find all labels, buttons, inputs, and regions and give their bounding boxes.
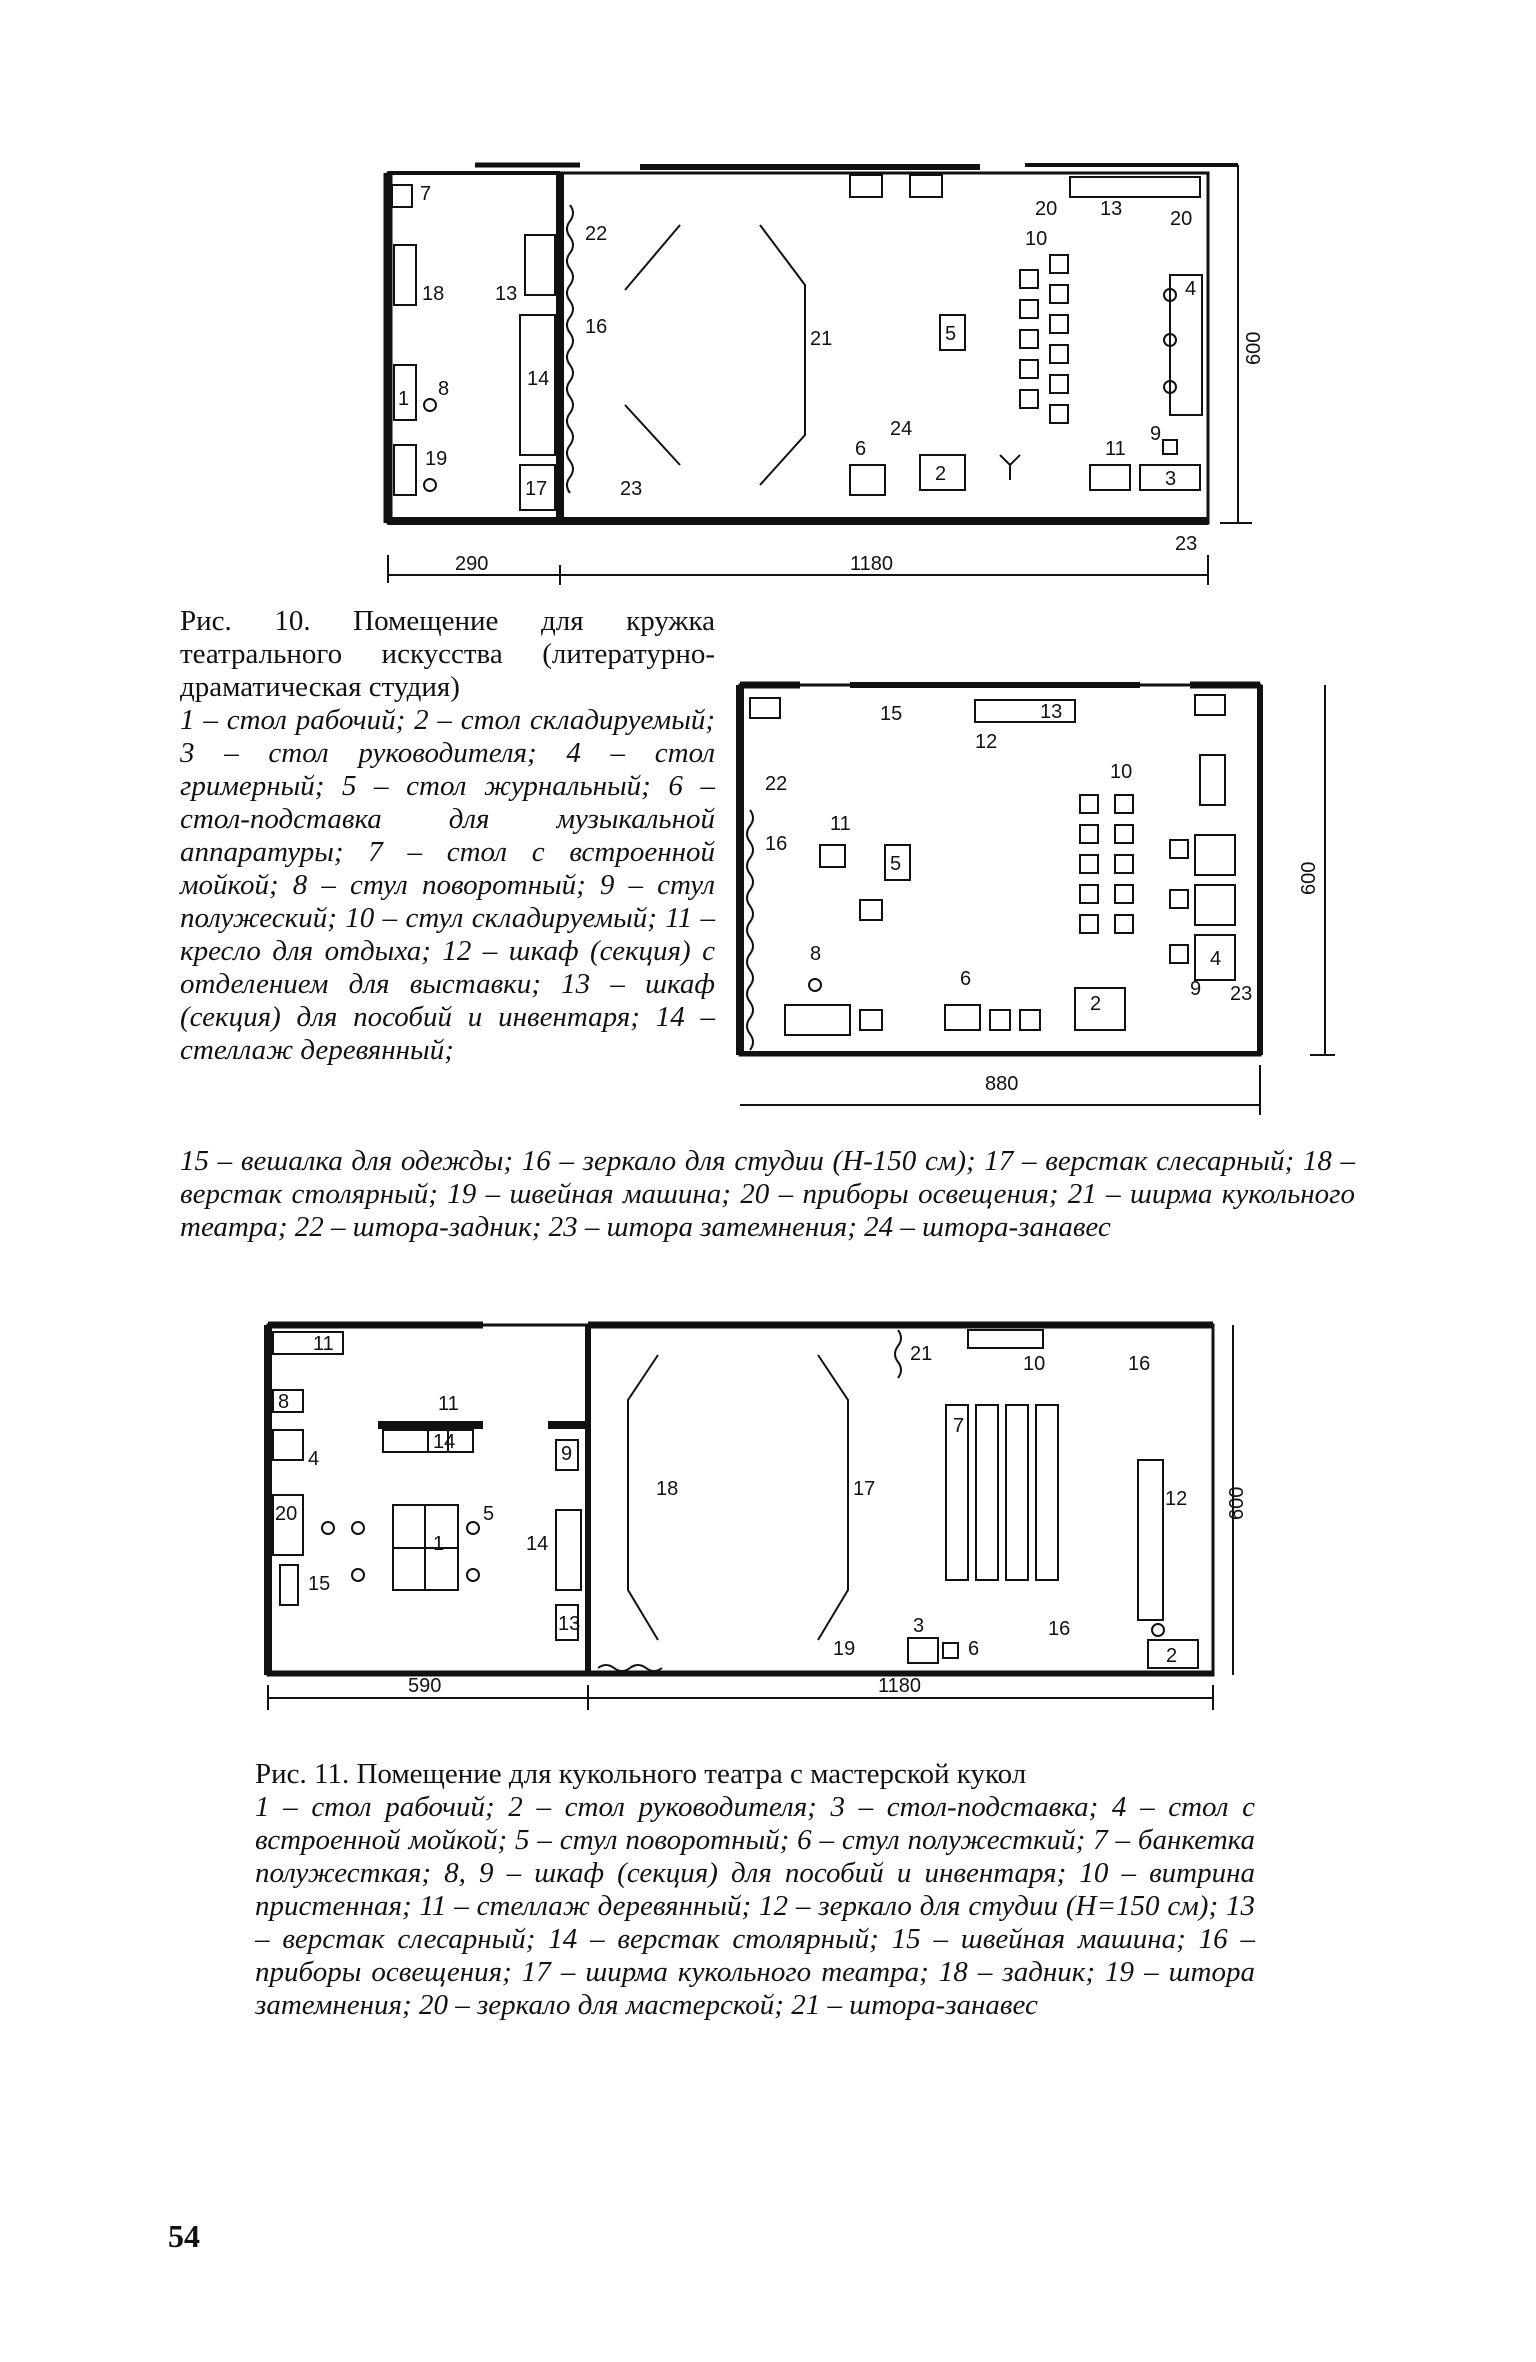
fig11-label: 2 bbox=[1166, 1645, 1178, 1667]
plan-a-label: 3 bbox=[1165, 468, 1177, 490]
plan-a-label: 16 bbox=[585, 316, 608, 338]
dim-590: 590 bbox=[408, 1675, 442, 1697]
fig10-plan-a bbox=[380, 155, 1320, 600]
plan-a-label: 17 bbox=[525, 478, 548, 500]
plan-b-label: 23 bbox=[1230, 983, 1253, 1005]
fig10-plan-b bbox=[720, 670, 1340, 1140]
fig11-label: 14 bbox=[433, 1431, 456, 1453]
fig11-label: 17 bbox=[853, 1478, 876, 1500]
plan-a-label: 7 bbox=[420, 183, 432, 205]
fig11-label: 19 bbox=[833, 1638, 856, 1660]
plan-b-label: 15 bbox=[880, 703, 903, 725]
plan-b-label: 22 bbox=[765, 773, 788, 795]
plan-a-label: 2 bbox=[935, 463, 947, 485]
plan-a-label: 19 bbox=[425, 448, 448, 470]
plan-a-label: 20 bbox=[1035, 198, 1058, 220]
fig11-label: 18 bbox=[656, 1478, 679, 1500]
fig10-legend-part2: 15 – вешалка для одежды; 16 – зеркало для студии (H-150 см); 17 – верстак слесарный; 18 – верстак столярный; 19 – швейная машина; 20 – приборы освещения; 21 – ширма кукольного театра; 22 – штора-задник; 23 – штора затемнения; 24 – штора-занавес bbox=[180, 1145, 1355, 1243]
fig11-label: 14 bbox=[526, 1533, 549, 1555]
plan-a-label: 4 bbox=[1185, 278, 1197, 300]
plan-a-label: 21 bbox=[810, 328, 833, 350]
fig11-label: 13 bbox=[558, 1613, 581, 1635]
page-number: 54 bbox=[168, 2218, 200, 2254]
plan-b-label: 2 bbox=[1090, 993, 1102, 1015]
fig11-label: 7 bbox=[953, 1415, 965, 1437]
fig11-legend: 1 – стол рабочий; 2 – стол руководителя; 3 – стол-подставка; 4 – стол с встроенной мойкой; 5 – стул поворотный; 6 – стул полужесткий; 7 – банкетка полужесткая; 8, 9 – шкаф (секция) для пособий и инвентаря; 10 – витрина пристенная; 11 – стеллаж деревянный; 12 – зеркало для студии (H=150 см); 13 – верстак слесарный; 14 – верстак столярный; 15 – швейная машина; 16 – приборы освещения; 17 – ширма кукольного театра; 18 – задник; 19 – штора затемнения; 20 – зеркало для мастерской; 21 – штора-занавес bbox=[255, 1791, 1255, 2021]
plan-b-label: 6 bbox=[960, 968, 972, 990]
dim-1180: 1180 bbox=[878, 1675, 922, 1697]
dim-600: 600 bbox=[1298, 861, 1320, 895]
plan-b-label: 13 bbox=[1040, 701, 1063, 723]
plan-a-label: 18 bbox=[422, 283, 445, 305]
dim-600: 600 bbox=[1243, 331, 1265, 365]
fig11-label: 5 bbox=[483, 1503, 495, 1525]
fig11-label: 8 bbox=[278, 1391, 290, 1413]
fig11-label: 12 bbox=[1165, 1488, 1188, 1510]
fig11-label: 4 bbox=[308, 1448, 320, 1470]
plan-a-label: 5 bbox=[945, 323, 957, 345]
fig11-label: 16 bbox=[1128, 1353, 1151, 1375]
plan-b-label: 5 bbox=[890, 853, 902, 875]
fig11-label: 6 bbox=[968, 1638, 980, 1660]
plan-a-label: 24 bbox=[890, 418, 913, 440]
fig10-caption-title: Рис. 10. Помещение для кружка театрального искусства (литературно-драматическая студия) bbox=[180, 605, 715, 703]
dim-23: 23 bbox=[1175, 533, 1198, 555]
fig11-label: 10 bbox=[1023, 1353, 1046, 1375]
fig11-label: 11 bbox=[438, 1393, 459, 1415]
plan-a-label: 13 bbox=[495, 283, 518, 305]
fig11-label: 16 bbox=[1048, 1618, 1071, 1640]
plan-b-label: 8 bbox=[810, 943, 822, 965]
plan-b-label: 9 bbox=[1190, 978, 1202, 1000]
plan-a-label: 6 bbox=[855, 438, 867, 460]
plan-b-label: 12 bbox=[975, 731, 998, 753]
fig11-caption-title: Рис. 11. Помещение для кукольного театра с мастерской кукол bbox=[255, 1758, 1027, 1790]
plan-a-label: 13 bbox=[1100, 198, 1123, 220]
fig11-caption bbox=[255, 1758, 1255, 2022]
fig11-plan bbox=[258, 1310, 1258, 1715]
plan-b-label: 10 bbox=[1110, 761, 1133, 783]
fig11-label: 11 bbox=[313, 1333, 334, 1355]
fig10-legend-continued bbox=[180, 1145, 1355, 1244]
fig11-label: 9 bbox=[561, 1443, 573, 1465]
plan-a-label: 9 bbox=[1150, 423, 1162, 445]
plan-a-label: 14 bbox=[527, 368, 550, 390]
dim-600: 600 bbox=[1226, 1486, 1248, 1520]
plan-a-label: 11 bbox=[1105, 438, 1126, 460]
fig11-label: 21 bbox=[910, 1343, 933, 1365]
dim-880: 880 bbox=[985, 1073, 1019, 1095]
dim-290: 290 bbox=[455, 553, 489, 575]
fig11-label: 3 bbox=[913, 1615, 925, 1637]
fig11-label: 15 bbox=[308, 1573, 331, 1595]
plan-b-label: 4 bbox=[1210, 948, 1222, 970]
plan-a-label: 8 bbox=[438, 378, 450, 400]
plan-a-label: 23 bbox=[620, 478, 643, 500]
plan-a-label: 1 bbox=[398, 388, 410, 410]
dim-1180: 1180 bbox=[850, 553, 894, 575]
fig11-label: 1 bbox=[433, 1533, 445, 1555]
plan-a-label: 22 bbox=[585, 223, 608, 245]
plan-a-label: 10 bbox=[1025, 228, 1048, 250]
plan-a-label: 20 bbox=[1170, 208, 1193, 230]
fig10-caption bbox=[180, 605, 715, 1067]
plan-b-label: 16 bbox=[765, 833, 788, 855]
plan-b-label: 11 bbox=[830, 813, 851, 835]
fig11-label: 20 bbox=[275, 1503, 298, 1525]
fig10-legend-part1: 1 – стол рабочий; 2 – стол складируемый; 3 – стол руководителя; 4 – стол гримерный; 5 – стол журнальный; 6 – стол-подставка для музыкальной аппаратуры; 7 – стол с встроенной мойкой; 8 – стул поворотный; 9 – стул полужеский; 10 – стул складируемый; 11 – кресло для отдыха; 12 – шкаф (секция) с отделением для выставки; 13 – шкаф (секция) для пособий и инвентаря; 14 – стеллаж деревянный; bbox=[180, 704, 715, 1066]
